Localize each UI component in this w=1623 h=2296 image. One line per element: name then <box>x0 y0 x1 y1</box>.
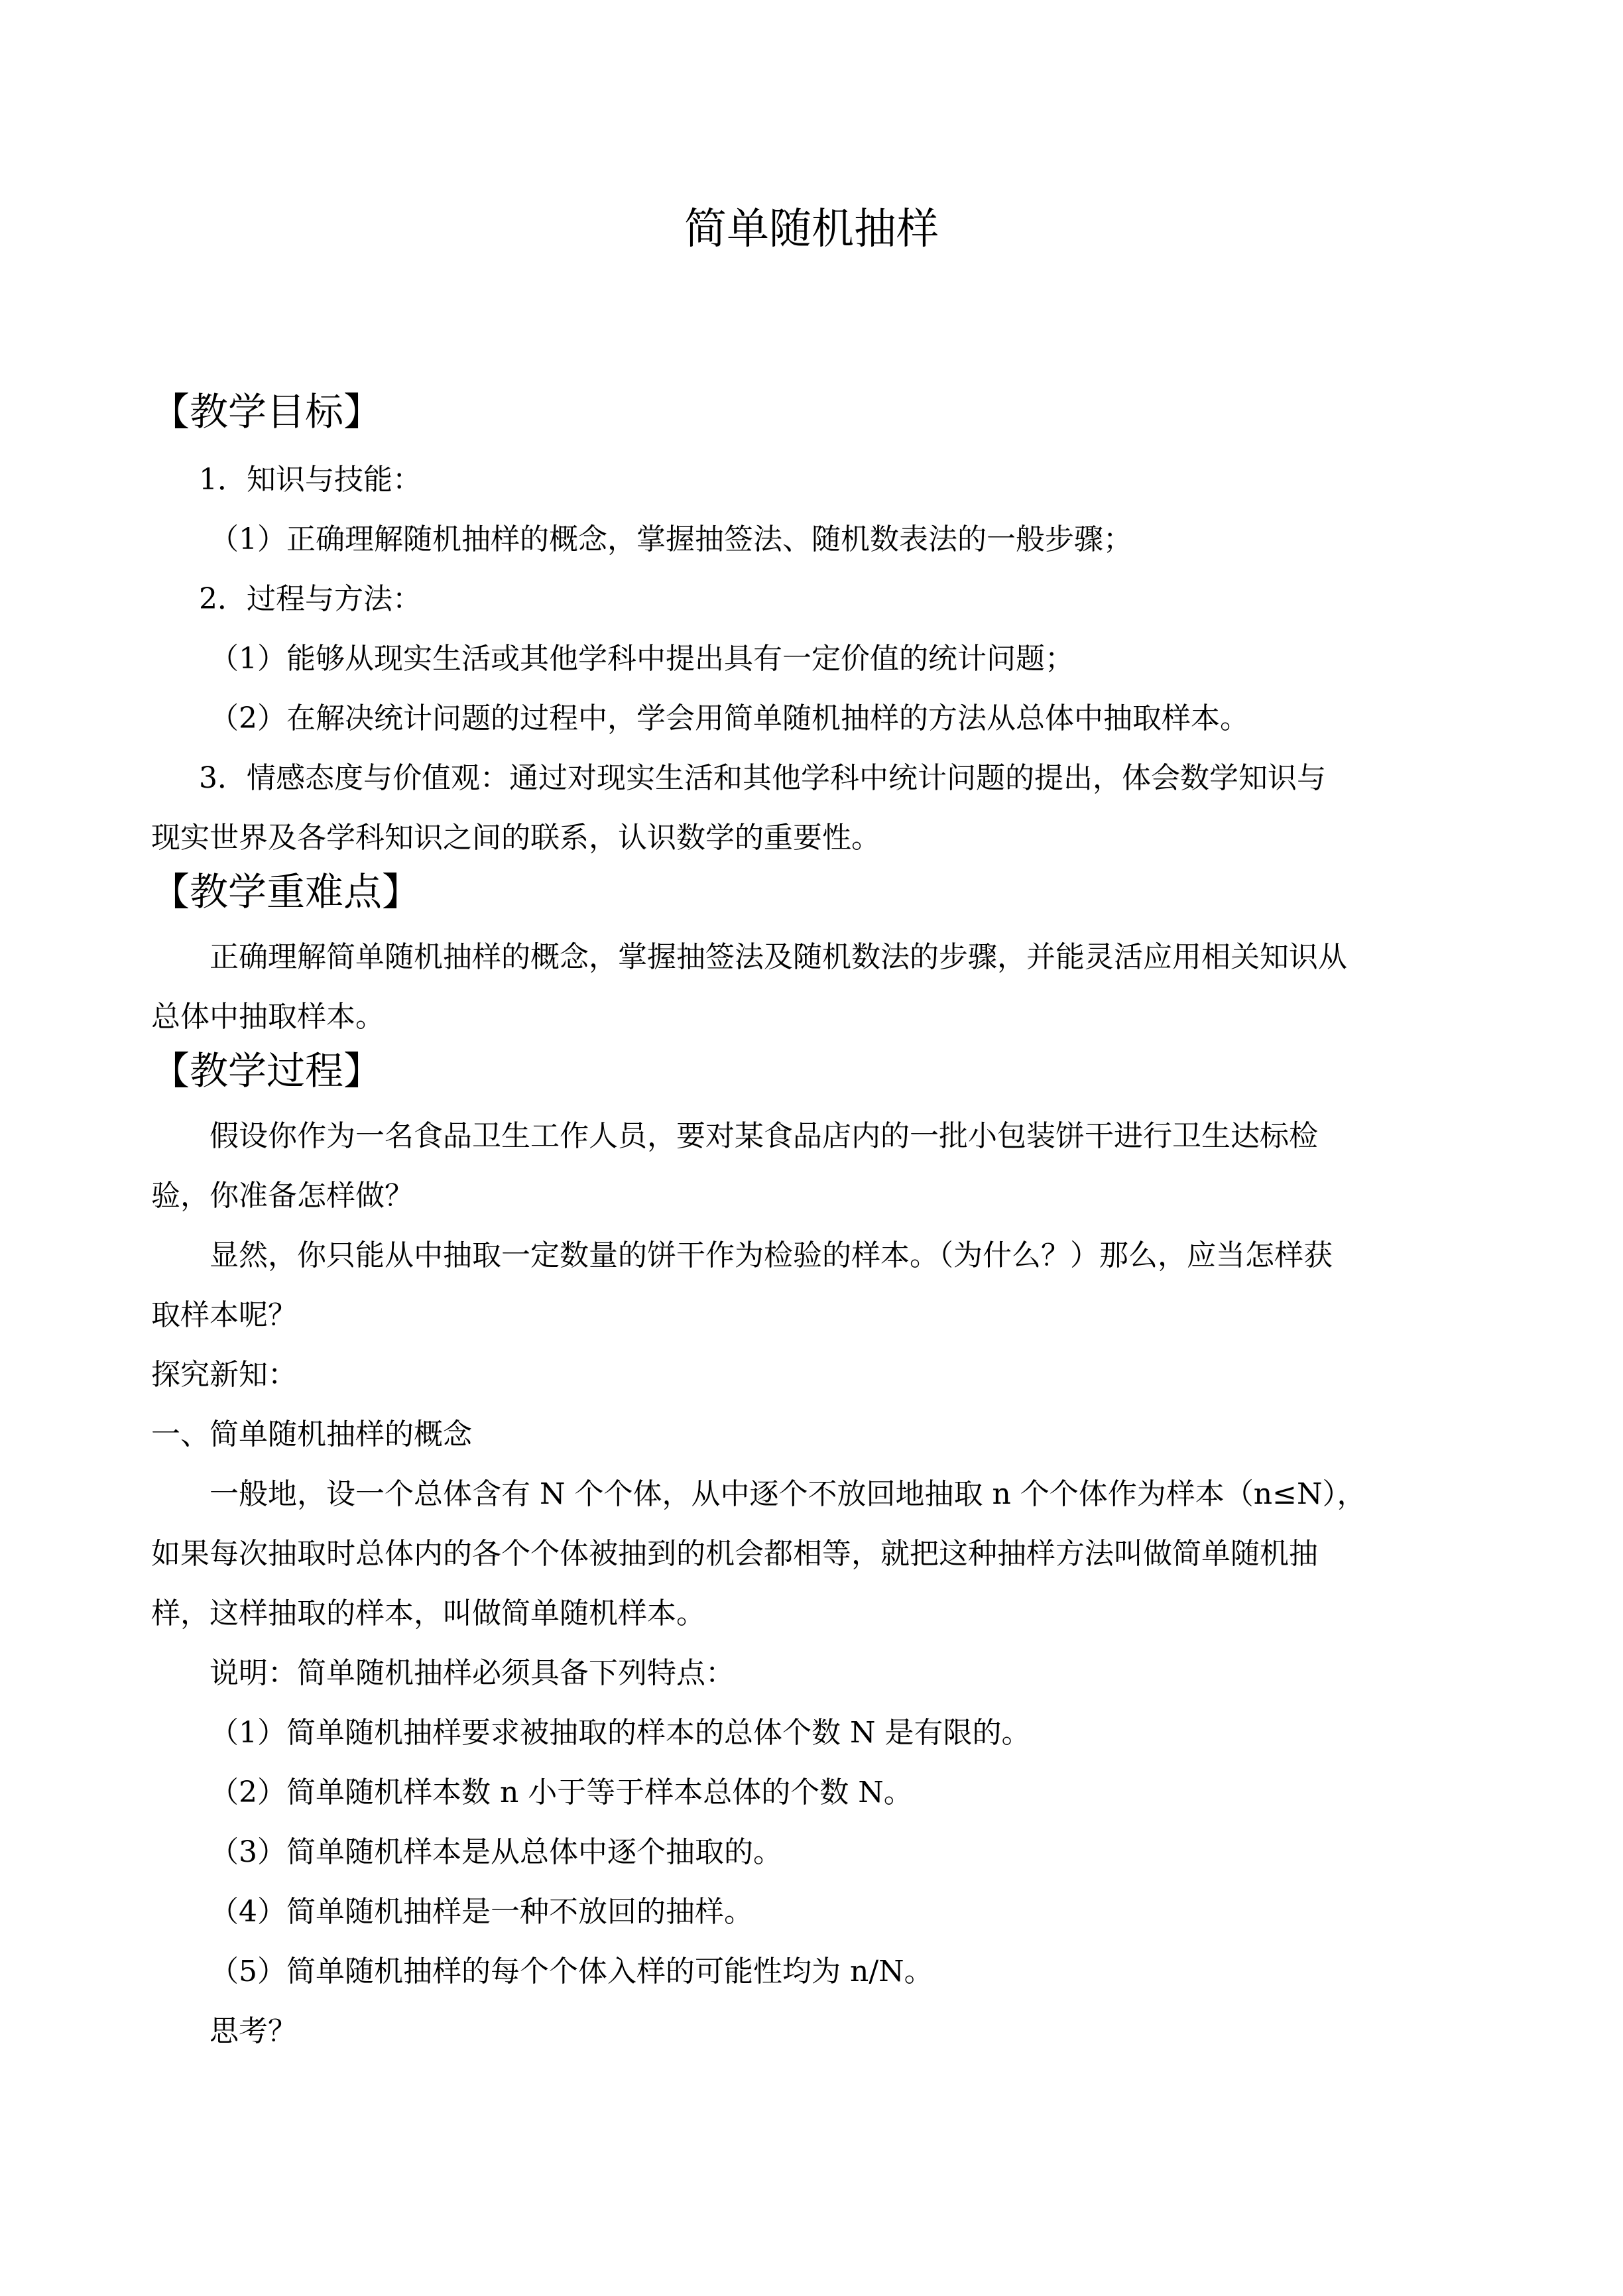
goal-item-3-line-1: 3．情感态度与价值观：通过对现实生活和其他学科中统计问题的提出，体会数学知识与 <box>199 761 1326 795</box>
definition-line-2: 如果每次抽取时总体内的各个个体被抽到的机会都相等，就把这种抽样方法叫做简单随机抽 <box>151 1537 1318 1571</box>
goal-item-2: 2．过程与方法： <box>199 582 422 616</box>
process-para-2-line-2: 取样本呢？ <box>151 1298 297 1332</box>
section-heading-process: 【教学过程】 <box>151 1048 383 1093</box>
feature-item-3: （3）简单随机样本是从总体中逐个抽取的。 <box>210 1835 782 1869</box>
goal-item-1-1: （1）正确理解随机抽样的概念，掌握抽签法、随机数表法的一般步骤； <box>210 522 1132 556</box>
note-line: 说明：简单随机抽样必须具备下列特点： <box>210 1656 735 1690</box>
section-heading-goals: 【教学目标】 <box>151 389 383 434</box>
goal-item-3-line-2: 现实世界及各学科知识之间的联系，认识数学的重要性。 <box>151 821 880 855</box>
think-prompt: 思考？ <box>210 2014 297 2048</box>
page-title: 简单随机抽样 <box>684 205 939 254</box>
feature-item-2: （2）简单随机样本数 n 小于等于样本总体的个数 N。 <box>210 1776 913 1809</box>
explore-label: 探究新知： <box>151 1358 297 1392</box>
goal-item-2-1: （1）能够从现实生活或其他学科中提出具有一定价值的统计问题； <box>210 642 1074 676</box>
process-para-2-line-1: 显然，你只能从中抽取一定数量的饼干作为检验的样本。（为什么？）那么，应当怎样获 <box>210 1239 1333 1272</box>
key-points-line-1: 正确理解简单随机抽样的概念，掌握抽签法及随机数法的步骤，并能灵活应用相关知识从 <box>210 940 1347 974</box>
feature-item-5: （5）简单随机抽样的每个个体入样的可能性均为 n/N。 <box>210 1955 933 1988</box>
key-points-line-2: 总体中抽取样本。 <box>151 1000 385 1034</box>
section-heading-key-points: 【教学重难点】 <box>151 869 421 914</box>
definition-line-3: 样，这样抽取的样本，叫做简单随机样本。 <box>151 1597 705 1630</box>
process-para-1-line-1: 假设你作为一名食品卫生工作人员，要对某食品店内的一批小包装饼干进行卫生达标检 <box>210 1119 1318 1153</box>
goal-item-1: 1．知识与技能： <box>199 463 422 497</box>
feature-item-4: （4）简单随机抽样是一种不放回的抽样。 <box>210 1895 753 1929</box>
process-para-1-line-2: 验，你准备怎样做？ <box>151 1179 414 1213</box>
subsection-heading-concept: 一、简单随机抽样的概念 <box>151 1418 472 1451</box>
definition-line-1: 一般地，设一个总体含有 N 个个体，从中逐个不放回地抽取 n 个个体作为样本（n≤N）， <box>210 1477 1366 1511</box>
goal-item-2-2: （2）在解决统计问题的过程中，学会用简单随机抽样的方法从总体中抽取样本。 <box>210 701 1249 735</box>
feature-item-1: （1）简单随机抽样要求被抽取的样本的总体个数 N 是有限的。 <box>210 1716 1031 1750</box>
